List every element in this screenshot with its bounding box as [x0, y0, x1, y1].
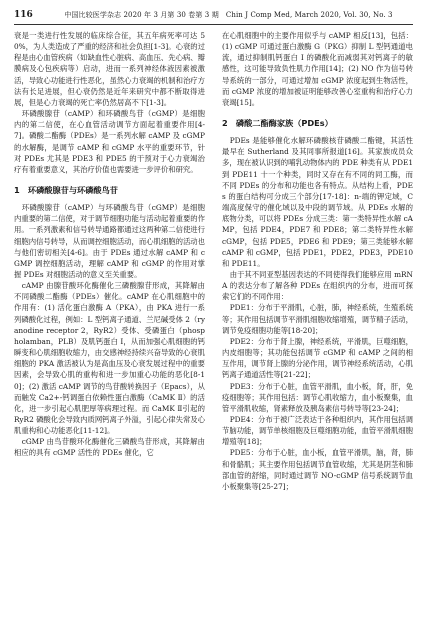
- paragraph: PDE3：分布于心脏，血管平滑肌，血小板，肾，肝，免疫细胞等；其作用包括：调节心肌收缩力，血小板聚集，血管平滑肌收缩，肾素释放及胰岛素信号转导等[23-24]；: [222, 381, 413, 413]
- paragraph: 环磷酸腺苷（cAMP）和环磷酸鸟苷（cGMP）是细胞内的第二信使，在心血管活动调节方面起着重要作用[4-7]。磷酸二酯酶（PDEs）是一系列水解 cAMP 及 cGMP 的水解酶，是调节 cAMP 和 cGMP 水平的重要环节，针对 PDEs 尤其是 PDE3 和 PDE5 的干预对于心力衰竭治疗有着重要意义，其治疗价值也需要进一步评价和研究。: [14, 109, 205, 174]
- paragraph: PDE5：分布于心脏，血小板，血管平滑肌，脑，肾，肺和骨骼肌；其主要作用包括调节血管收缩，尤其是阴茎和肺部血管的舒缩，同时通过调节 NO-cGMP 信号系统调节血小板聚集等[25-27]；: [222, 448, 413, 491]
- paragraph: PDEs 是能够催化水解环磷酸核苷磷酸二酯键，其活性最早在 Sutherland 及其同事所报道[16]。其家族成员众多，现在被认识到的哺乳动物体内的 PDE 种类有从 PDE1 到 PDE11 十一个种类，同时又存在有不同的同工酶，而不同 PDEs 的分布和功能也各有特点。从结构上看，PDEs 的蛋白结构可分成三个部分[17-18]：n-端的钾定域，C 端高度保守的催化域以及中段的调节域。从 PDEs 水解的底物分类，可以将 PDEs 分成三类：第一类特异性水解 cAMP，包括 PDE4，PDE7 和 PDE8；第二类特异性水解 cGMP，包括 PDE5，PDE6 和 PDE9；第三类能够水解 cAMP 和 cGMP，包括 PDE1，PDE2，PDE3，PDE10 和 PDE11。: [222, 136, 413, 268]
- paragraph: 由于其不同亚型基因表达的不同使得我们能够应用 mRNA 的表达分布了解各种 PDEs 在组织内的分布，进而可探索它们的不同作用：: [222, 269, 413, 302]
- paragraph: 环磷酸腺苷（cAMP）与环磷酸鸟苷（cGMP）是细胞内重要的第二信使，对于调节细胞功能与活动起着重要的作用。一系列激素和信号转导通路都通过这两种第二信使进行细胞内信号转导，从而调控细胞活动，而心肌细胞的活动也与他们密切相关[4-6]。由于 PDEs 通过水解 cAMP 和 cGMP 调控细胞活动，理解 cAMP 和 cGMP 的作用对掌握 PDEs 对细胞活动的意义至关重要。: [14, 203, 205, 279]
- paragraph: PDE2：分布于肾上腺，神经系统，平滑肌，巨噬细胞，内皮细胞等；其功能包括调节 cGMP 和 cAMP 之间的相互作用，调节肾上腺的分泌作用，调节神经系统活动，心肌钙离子通道活性等[21-22]；: [222, 336, 413, 380]
- running-header: [14, 8, 413, 22]
- paragraph: 在心肌细胞中的主要作用似乎与 cAMP 相反[13]，包括：(1) cGMP 可通过蛋白激酶 G（PKG）抑制 L 型钙通道电流，通过抑制肌钙蛋白 I 的磷酸化而减弱其对钙离子的敏感性，这可能导致负性肌力作用[14]；(2) NO 作为信号转导系统的一部分，可通过增加 cGMP 浓度起到生物活性，而 cGMP 浓度的增加被证明能够改善心室重构和治疗心力衰竭[15]。: [222, 31, 413, 107]
- left-column: [14, 30, 205, 459]
- section-heading: 2 磷酸二酯酶家族（PDEs）: [222, 118, 333, 129]
- paragraph: PDE4：分布于被广泛表达于各种组织内，其作用包括调节脑功能，调节单核细胞及巨噬细胞功能，血管平滑肌细胞增殖等[18]；: [222, 415, 413, 447]
- header-rule: [14, 24, 413, 25]
- right-column: [222, 30, 413, 492]
- page-number: 116: [14, 10, 33, 20]
- paragraph: PDE1：分布于平滑肌，心脏，肺，神经系统，生殖系统等；其作用包括调节平滑肌细胞收缩增殖，调节精子活动，调节免疫细胞功能等[18-20]；: [222, 303, 413, 335]
- section-heading: 1 环磷酸腺苷与环磷酸鸟苷: [14, 185, 118, 196]
- paragraph: cGMP 由鸟苷酸环化酶催化三磷酸鸟苷形成，其降解由相应的具有 cGMP 活性的 PDEs 催化，它: [14, 437, 205, 458]
- running-title: 中国比较医学杂志 2020 年 3 月第 30 卷第 3 期 Chin J Comp Med, March 2020, Vol. 30, No. 3: [64, 11, 393, 19]
- paragraph: 衰是一类进行性发展的临床综合征，其五年病死率可达 50%，为人类造成了严重的经济和社会负担[1-3]。心衰的过程是由心血管疾病（如缺血性心脏病、高血压、先心病、瓣膜病及心包疾病等）启动，进而一系列神经体液因素被激活，导致心功能进行性恶化，虽然心力衰竭的机制和治疗方法有长足进展，但心衰仍然是近年来研究中都不断取得进展，但是心力衰竭的死亡率仍然居高不下[1-3]。: [14, 31, 205, 107]
- paragraph: cAMP 由腺苷酸环化酶催化三磷酸腺苷形成，其降解由不同磷酸二酯酶（PDEs）催化。cAMP 在心肌细胞中的作用有：(1) 活化蛋白激酶 A（PKA），由 PKA 进行一系列磷酸化过程，例如：L 型钙离子通道、兰尼碱受体 2（ryanodine receptor 2，RyR2）受体、受磷蛋白（phospholamban，PLB）及肌钙蛋白 I，从而加强心肌细胞的钙瞬变和心肌细胞收缩力，由交感神经持续兴奋导致的心衰肌细胞的 PKA 激活被认为是高血压及心衰发展过程中的重要因素，会导致心肌的重构和进一步加重心功能的恶化[8-10]；(2) 激活 cAMP 调节的鸟苷酸转换因子（Epacs），从而触发 Ca2+-钙调蛋白依赖性蛋白激酶（CaMK Ⅱ）的活化，进一步引起心肌肥厚等病理过程。而 CaMK Ⅱ引起的 RyR2 磷酸化会导致内质网钙离子外溢，引起心律失常及心肌重构和心功能恶化[11-12]。: [14, 281, 205, 436]
